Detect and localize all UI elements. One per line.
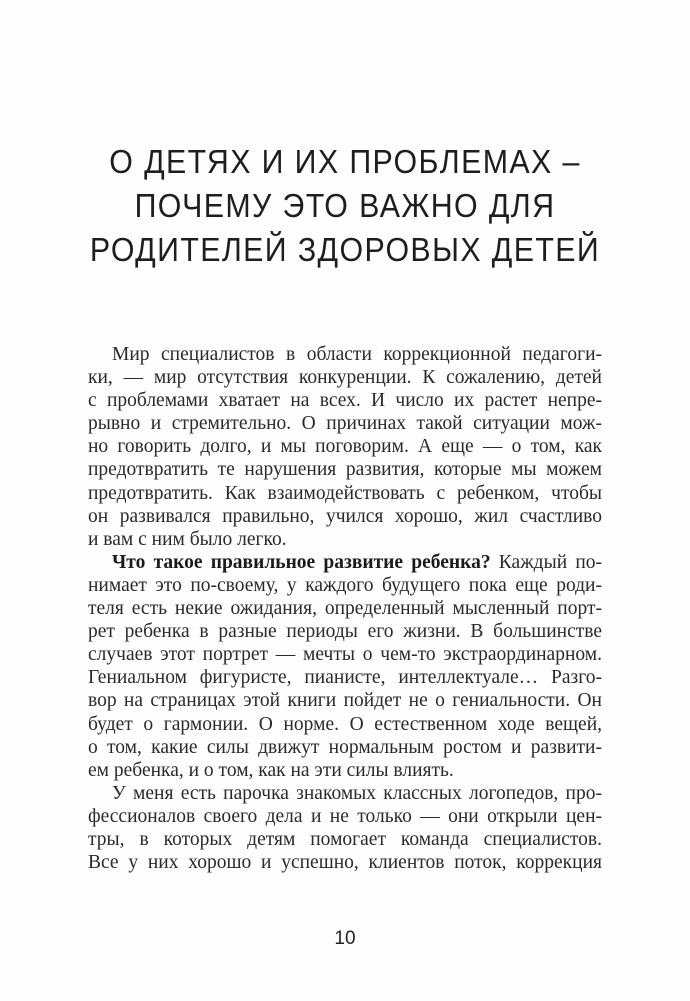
bold-question: Что такое правильное развитие ребенка? [112, 551, 491, 573]
text-line: рывно и стремительно. О причинах такой ситуации мож- [88, 413, 602, 435]
text-line [88, 551, 602, 574]
text-line: с проблемами хватает на всех. И число их растет непре- [88, 390, 602, 412]
text-line: Гениальном фигуристе, пианисте, интеллектуале… Разго- [88, 667, 602, 689]
text-line: Мир специалистов в области коррекционной педагоги- [112, 344, 602, 365]
text-line: предотвратить. Как взаимодействовать с ребенком, чтобы [88, 482, 602, 504]
text-line: Все у них хорошо и успешно, клиентов поток, коррекция [88, 852, 602, 874]
text-line: он развивался правильно, учился хорошо, жил счастливо [88, 505, 602, 527]
text-line: о том, какие силы движут нормальным ростом и развити- [88, 736, 602, 758]
page-number: 10 [334, 928, 356, 949]
chapter-title-line: О ДЕТЯХ И ИХ ПРОБЛЕМАХ – [109, 143, 581, 180]
chapter-title-line: ПОЧЕМУ ЭТО ВАЖНО ДЛЯ [134, 187, 556, 224]
text-line: и вам с ним было легко. [88, 528, 287, 550]
text-line: но говорить долго, и мы поговорим. А еще — о том, как [88, 436, 602, 458]
paragraph-3 [88, 782, 602, 874]
text-line: тры, в которых детям помогает команда специалистов. [88, 828, 602, 850]
paragraph-2 [88, 551, 602, 782]
text-line: будет о гармонии. О норме. О естественном ходе вещей, [88, 713, 602, 735]
text-line: вор на страницах этой книги пойдет не о гениальности. Он [88, 690, 602, 712]
text-line: У меня есть парочка знакомых классных логопедов, про- [112, 782, 602, 804]
text-line: нимает это по-своему, у каждого будущего пока еще роди- [88, 574, 602, 596]
chapter-title [0, 140, 690, 272]
text-line: рет ребенка в разные периоды его жизни. В большинстве [88, 621, 602, 643]
text-line: ки, — мир отсутствия конкуренции. К сожалению, детей [88, 367, 602, 389]
chapter-title-line: РОДИТЕЛЕЙ ЗДОРОВЫХ ДЕТЕЙ [89, 231, 601, 268]
text-fragment: Каждый по- [490, 551, 602, 573]
text-line: предотвратить те нарушения развития, которые мы можем [88, 459, 602, 481]
text-line: фессионалов своего дела и не только — они открыли цен- [88, 805, 602, 827]
text-line: ем ребенка, и о том, как на эти силы влиять. [88, 759, 454, 781]
body-text [88, 343, 602, 874]
text-line: случаев этот портрет — мечты о чем-то экстраординарном. [88, 644, 602, 666]
text-line: теля есть некие ожидания, определенный мысленный порт- [88, 598, 602, 620]
paragraph-1 [88, 343, 602, 551]
